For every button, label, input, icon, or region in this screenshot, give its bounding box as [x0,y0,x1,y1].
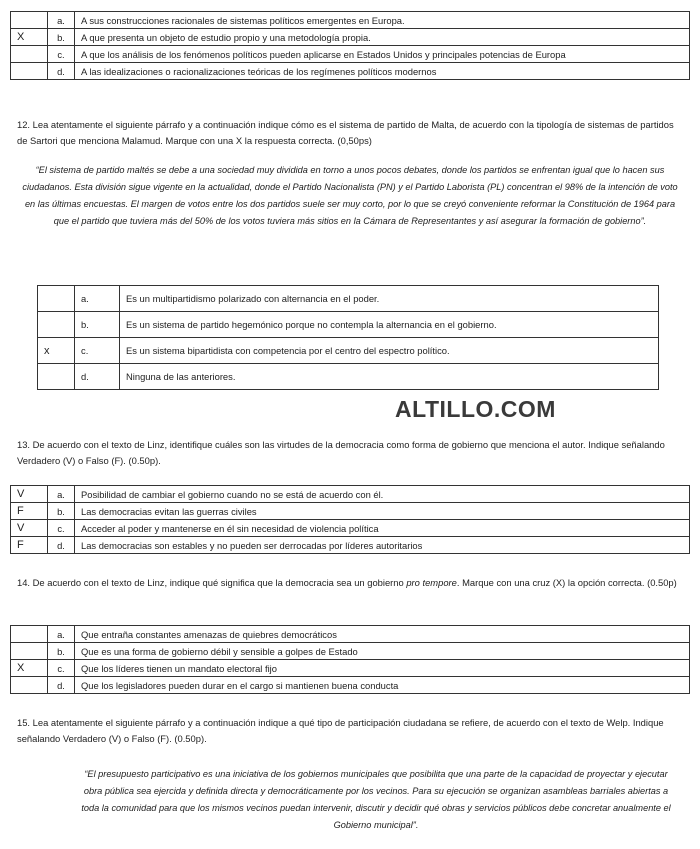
table-row [11,660,690,677]
table-row [11,626,690,643]
option-text: A que presenta un objeto de estudio propio y una metodología propia. [75,29,690,46]
question-14-prompt-emphasis: pro tempore [406,577,457,588]
answer-mark: V [11,520,48,537]
option-letter: a. [48,486,75,503]
question-13-prompt: 13. De acuerdo con el texto de Linz, identifique cuáles son las virtudes de la democracia como forma de gobierno que menciona el autor. Indique señalando Verdadero (V) o Falso (F). (0.50p). [17,439,665,466]
question-15-quote: “El presupuesto participativo es una iniciativa de los gobiernos municipales que posibilita que una parte de la capacidad de proyectar y ejecutar obra pública sea ejercida y definida directa y democráticamente por los vecinos. Para su ejecución se organizan asambleas barriales abiertas a toda la comunidad para que los mismos vecinos puedan intervenir, discutir y decidir qué obras y servicios públicos debe concretar anualmente el Gobierno municipal”. [81,769,671,830]
table-row [11,520,690,537]
q12-options-table [37,285,659,390]
table-row [11,537,690,554]
question-12-prompt: 12. Lea atentamente el siguiente párrafo y a continuación indique cómo es el sistema de partido de Malta, de acuerdo con la tipología de sistemas de partidos de Sartori que menciona Malamud. Marque con una X la respuesta correcta. (0,50ps) [17,119,674,146]
table-row [11,486,690,503]
table-row [11,503,690,520]
answer-mark: X [11,660,48,677]
option-letter: d. [48,677,75,694]
option-text: Es un sistema de partido hegemónico porque no contempla la alternancia en el gobierno. [120,312,659,338]
q14-options-table [10,625,690,694]
option-text: Que entraña constantes amenazas de quiebres democráticos [75,626,690,643]
option-letter: c. [48,660,75,677]
option-letter: b. [75,312,120,338]
option-letter: a. [75,286,120,312]
option-letter: a. [48,626,75,643]
answer-mark [38,312,75,338]
option-letter: d. [48,63,75,80]
option-letter: c. [48,520,75,537]
answer-mark [11,63,48,80]
question-14-prompt [17,575,685,591]
table-row [11,643,690,660]
option-text: Las democracias evitan las guerras civiles [75,503,690,520]
option-text: Que los líderes tienen un mandato electoral fijo [75,660,690,677]
table-row [38,364,659,390]
table-row [11,46,690,63]
q13-options-table [10,485,690,554]
option-letter: d. [75,364,120,390]
question-14-prompt-end: . Marque con una cruz (X) la opción correcta. (0.50p) [456,577,677,588]
answer-mark: x [38,338,75,364]
option-letter: c. [75,338,120,364]
option-letter: a. [48,12,75,29]
option-letter: b. [48,29,75,46]
option-letter: c. [48,46,75,63]
option-text: Las democracias son estables y no pueden ser derrocadas por líderes autoritarios [75,537,690,554]
option-text: A que los análisis de los fenómenos políticos pueden aplicarse en Estados Unidos y principales potencias de Europa [75,46,690,63]
table-row [38,312,659,338]
answer-mark: F [11,537,48,554]
question-12-quote: “El sistema de partido maltés se debe a una sociedad muy dividida en torno a unos pocos debates, donde los partidos se enfrentan igual que lo hacen sus ciudadanos. Esta división sigue vigente en la actualidad, donde el Partido Nacionalista (PN) y el Partido Laborista (PL) concentran el 98% de la intención de voto en las últimas encuestas. El margen de votos entre los dos partidos suele ser muy corto, por lo que se creyó conveniente reformar la Constitución de 1964 para que el partido que tuviera más del 50% de los votos tuviera más sitios en la Cámara de Representantes y así asegurar la formación de gobierno”. [22,165,678,226]
option-text: Acceder al poder y mantenerse en él sin necesidad de violencia política [75,520,690,537]
option-text: Es un multipartidismo polarizado con alternancia en el poder. [120,286,659,312]
answer-mark: X [11,29,48,46]
option-text: A sus construcciones racionales de sistemas políticos emergentes en Europa. [75,12,690,29]
answer-mark [38,364,75,390]
option-text: Que los legisladores pueden durar en el cargo si mantienen buena conducta [75,677,690,694]
option-text: A las idealizaciones o racionalizaciones teóricas de los regímenes políticos modernos [75,63,690,80]
table-row [38,338,659,364]
q11-options-table [10,11,690,80]
question-15-prompt: 15. Lea atentamente el siguiente párrafo y a continuación indique a qué tipo de participación ciudadana se refiere, de acuerdo con el texto de Welp. Indique señalando Verdadero (V) o Falso (F). (0.50p). [17,717,664,744]
option-letter: d. [48,537,75,554]
table-row [11,63,690,80]
answer-mark [11,677,48,694]
answer-mark: V [11,486,48,503]
table-row [11,12,690,29]
answer-mark [11,12,48,29]
option-text: Ninguna de las anteriores. [120,364,659,390]
option-text: Posibilidad de cambiar el gobierno cuando no se está de acuerdo con él. [75,486,690,503]
table-row [38,286,659,312]
answer-mark [11,626,48,643]
answer-mark [38,286,75,312]
option-text: Que es una forma de gobierno débil y sensible a golpes de Estado [75,643,690,660]
answer-mark [11,46,48,63]
table-row [11,29,690,46]
question-14-prompt-start: 14. De acuerdo con el texto de Linz, indique qué significa que la democracia sea un gobierno [17,577,407,588]
table-row [11,677,690,694]
option-text: Es un sistema bipartidista con competencia por el centro del espectro político. [120,338,659,364]
brand-watermark: ALTILLO.COM [395,396,556,422]
option-letter: b. [48,503,75,520]
option-letter: b. [48,643,75,660]
answer-mark: F [11,503,48,520]
answer-mark [11,643,48,660]
